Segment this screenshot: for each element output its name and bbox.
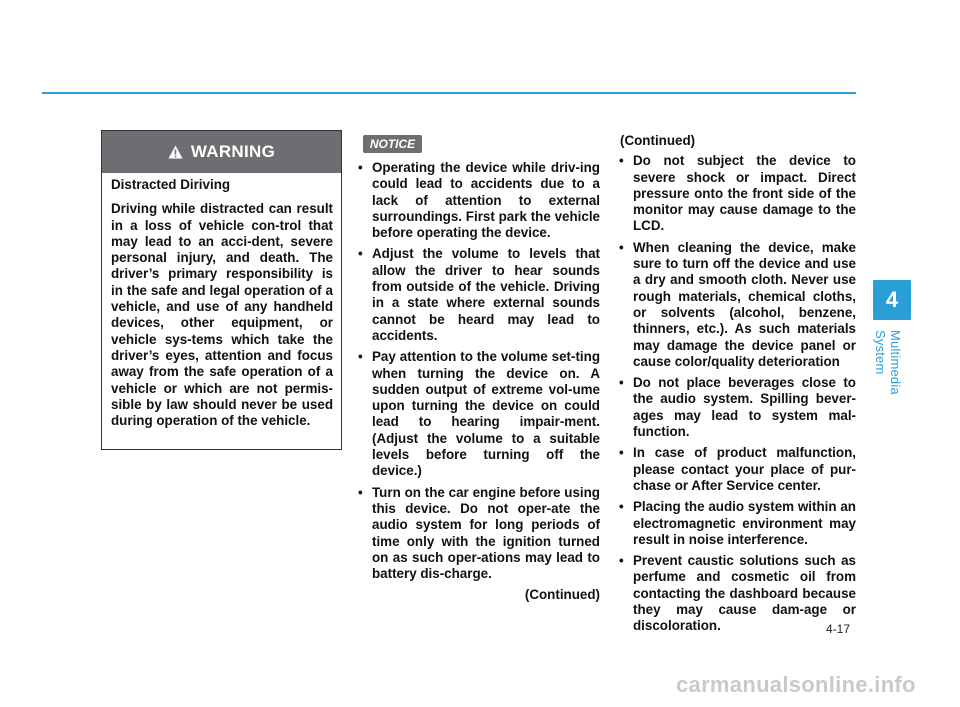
- list-item: • Turn on the car engine before using this device. Do not oper-ate the audio system for long periods of time only with the ignition turned on as such oper-ations may lead to battery dis-charge.: [356, 485, 600, 583]
- page-number: 4-17: [826, 622, 851, 636]
- list-item: • Operating the device while driv-ing could lead to accidents due to a lack of attention to external surroundings. First park the vehicle before operating the device.: [356, 160, 600, 241]
- list-item: • In case of product malfunction, please contact your place of pur-chase or After Service center.: [617, 445, 856, 494]
- warning-header-label: WARNING: [190, 142, 276, 161]
- warning-box: [101, 130, 342, 450]
- list-item: • Placing the audio system within an electromagnetic environment may result in noise interference.: [617, 499, 856, 548]
- chapter-label: Multimedia System: [873, 330, 903, 395]
- list-item: • When cleaning the device, make sure to turn off the device and use a dry and smooth cloth. Never use rough materials, chemical cloths, or solvents (alcohol, benzene, thinners, etc.). As such materials may damage the device panel or cause color/quality deterioration: [617, 240, 856, 370]
- chapter-tab: [873, 280, 911, 320]
- list-item: • Do not subject the device to severe shock or impact. Direct pressure onto the front side of the monitor may cause damage to the LCD.: [617, 153, 856, 234]
- continued-list: [617, 153, 856, 634]
- warning-triangle-icon: [168, 145, 183, 159]
- warning-header: [102, 131, 341, 173]
- continued-column: [617, 133, 856, 640]
- list-item: • Prevent caustic solutions such as perfume and cosmetic oil from contacting the dashboard because they may cause dam-age or discoloration.: [617, 553, 856, 634]
- continued-end-label: (Continued): [524, 587, 600, 603]
- warning-title: Distracted Diriving: [111, 177, 231, 192]
- list-item: • Pay attention to the volume set-ting when turning the device on. A sudden output of extreme vol-ume upon turning the device on could lead to hearing impair-ment. (Adjust the volume to a suitable levels before turning off the device.): [356, 349, 600, 479]
- warning-text: Driving while distracted can result in a loss of vehicle con-trol that may lead to an acci-dent, severe personal injury, and death. The driver’s primary responsibility is in the safe and legal operation of a vehicle, and use of any handheld devices, other equipment, or vehicle sys-tems which take the driver’s eyes, attention and focus away from the safe operation of a vehicle or which are not permis-sible by law should never be used during operation of the vehicle.: [111, 201, 333, 429]
- notice-column: [356, 160, 600, 604]
- list-item: • Adjust the volume to levels that allow the driver to hear sounds from outside of the vehicle. Driving in a state where external sounds cannot be heard may lead to accidents.: [356, 246, 600, 344]
- watermark: carmanualsonline.info: [676, 672, 916, 697]
- top-rule: [42, 92, 856, 94]
- chapter-number: 4: [885, 287, 899, 312]
- notice-tag: NOTICE: [363, 135, 422, 153]
- notice-list: [356, 160, 600, 582]
- continued-start-label: (Continued): [620, 133, 696, 148]
- warning-body: [102, 173, 341, 429]
- list-item: • Do not place beverages close to the audio system. Spilling bever-ages may lead to system mal-function.: [617, 375, 856, 440]
